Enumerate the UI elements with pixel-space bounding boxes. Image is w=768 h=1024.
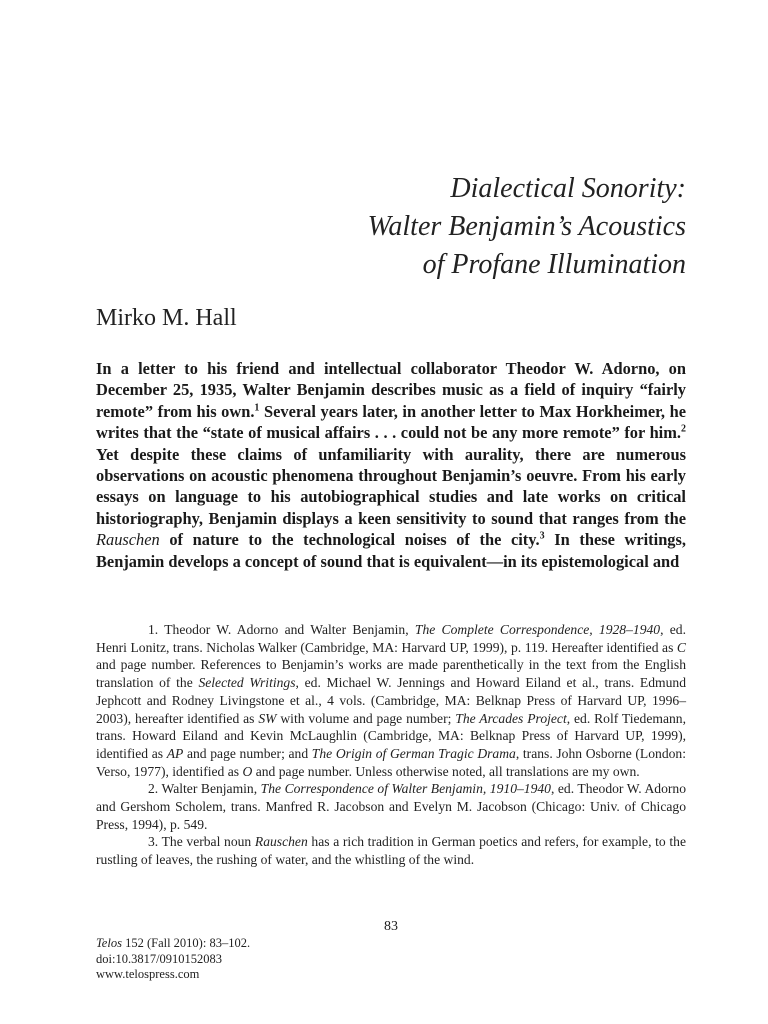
footnote-reference: 3 [539,530,545,542]
journal-issue: 152 (Fall 2010): 83–102. [121,936,251,950]
footnotes [96,621,686,869]
footnote-3 [96,833,686,868]
footnote-italic: SW [258,710,277,726]
body-text-segment: In these writings, Benjamin develops a concept of sound that is equivalent—in its epistemological and [96,530,686,571]
footnote-italic: AP [166,745,184,761]
footnote-reference: 1 [254,402,260,414]
journal-citation [96,936,250,952]
article-title [368,170,686,284]
footnote-text: 1. Theodor W. Adorno and Walter Benjamin, [148,622,415,637]
footnote-2 [96,780,686,833]
journal-url[interactable]: www.telospress.com [96,967,200,981]
title-line-1: Dialectical Sonority: [450,173,686,204]
title-line-2: Walter Benjamin’s Acoustics [367,211,686,242]
journal-info [96,936,250,983]
footnote-text: , ed. Theodor W. Adorno and Gershom Scholem, trans. Manfred R. Jacobson and Evelyn M. Jacobson (Chicago: Univ. of Chicago Press, 1994), p. 549. [96,781,687,832]
footnote-text: and page number; and [183,745,312,761]
footnote-1 [96,621,686,780]
footnote-text: has a rich tradition in German poetics and refers, for example, to the rustling of leaves, the rushing of water, and the whistling of the wind. [96,834,686,868]
journal-doi: doi:10.3817/0910152083 [96,951,223,966]
title-line-3: of Profane Illumination [422,249,686,280]
body-text-segment: Several years later, in another letter to Max Horkheimer, he writes that the “state of musical affairs . . . could not be any more remote” for him. [96,401,686,443]
footnote-italic: The Correspondence of Walter Benjamin, 1910–1940 [260,781,551,797]
page-number: 83 [384,919,398,934]
footnote-reference: 2 [681,423,686,435]
footnote-text: , ed. Henri Lonitz, trans. Nicholas Walker (Cambridge, MA: Harvard UP, 1999), p. 119. Hereafter identified as [96,622,686,655]
footnote-text: , trans. John Osborne (London: Verso, 1977), identified as [96,745,686,779]
body-text-segment: In a letter to his friend and intellectual collaborator Theodor W. Adorno, on December 25, 1935, Walter Benjamin describes music as a field of inquiry “fairly remote” from his own. [96,359,686,421]
body-text-segment: Yet despite these claims of unfamiliarity with aurality, there are numerous observations on acoustic phenomena throughout Benjamin’s oeuvre. From his early essays on language to his autobiographical studies and late works on critical historiography, Benjamin displays a keen sensitivity to sound that ranges from the [96,444,686,528]
footnote-text: , ed. Michael W. Jennings and Howard Eiland et al., trans. Edmund Jephcott and Rodney Livingstone et al., 4 vols. (Cambridge, MA: Belknap Press of Harvard UP, 1996–2003), hereafter identified as [96,675,686,726]
body-paragraph [96,358,686,572]
footnote-italic: The Complete Correspondence, 1928–1940 [414,622,661,637]
footnote-text: and page number. Unless otherwise noted, all translations are my own. [252,763,640,779]
footnote-text: 2. Walter Benjamin, [148,781,261,797]
body-italic-term: Rauschen [96,530,160,550]
journal-name: Telos [96,936,122,950]
footnote-text: and page number. References to Benjamin’s works are made parenthetically in the text from the English translation of the [96,657,686,691]
footnote-italic: The Origin of German Tragic Drama [311,745,516,761]
footnote-italic: Rauschen [254,834,308,850]
footnote-italic: C [676,639,686,655]
footnote-text: , ed. Rolf Tiedemann, trans. Howard Eiland and Kevin McLaughlin (Cambridge, MA: Belknap Press of Harvard UP, 1999), identified as [96,710,686,761]
footnote-italic: The Arcades Project [455,710,567,726]
footnote-italic: O [242,763,253,779]
author-name: Mirko M. Hall [96,305,237,331]
footnote-text: 3. The verbal noun [148,834,255,850]
body-text-segment: of nature to the technological noises of the city. [159,530,540,550]
footnote-italic: Selected Writings [198,675,296,691]
footnote-text: with volume and page number; [276,710,456,726]
